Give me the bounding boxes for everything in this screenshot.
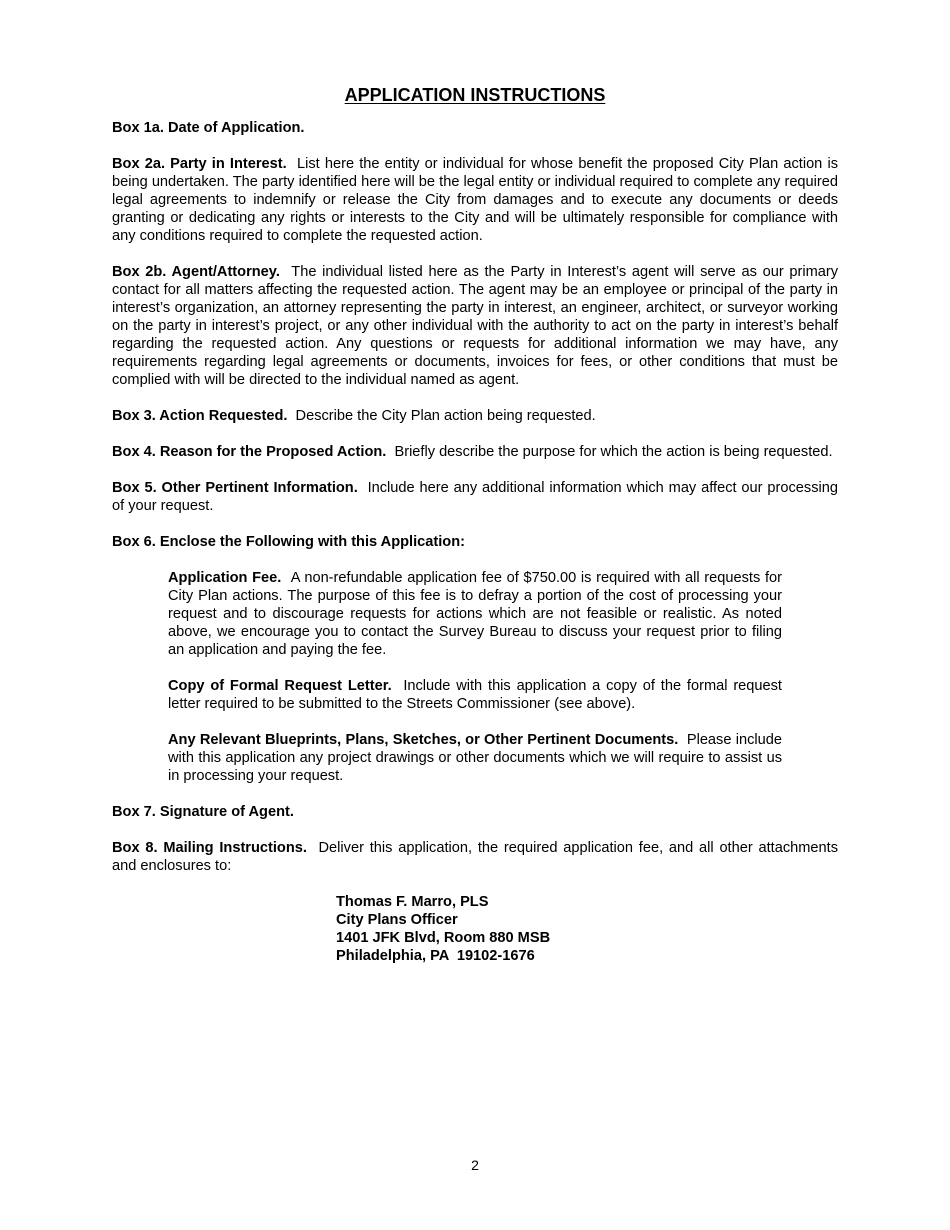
enclosure-item-heading: Application Fee. [168,570,282,586]
box-2a-text: List here the entity or individual for whose benefit the proposed City Plan action is being undertaken. The party identified here will be the legal entity or individual required to complete any required legal agreements to indemnify or release the City from damages and to execute any documents or deeds granting or dedicating any rights or interests to the City and will be ultimately responsible for compliance with any conditions required to complete the requested action. [112,156,838,244]
box-3-section [112,407,838,425]
box-1a-heading: Box 1a. Date of Application. [112,120,305,136]
box-2a-section [112,155,838,245]
box-2b-heading: Box 2b. Agent/Attorney. [112,264,280,280]
page-title: APPLICATION INSTRUCTIONS [344,85,606,105]
box-7-section [112,803,838,821]
enclosure-item-heading: Copy of Formal Request Letter. [168,678,392,694]
box-5-section [112,479,838,515]
box-4-section [112,443,838,461]
box-4-text: Briefly describe the purpose for which the action is being requested. [394,444,833,460]
enclosure-item [168,731,782,785]
box-8-heading: Box 8. Mailing Instructions. [112,840,307,856]
address-name: Thomas F. Marro, PLS [336,894,489,910]
address-title: City Plans Officer [336,912,458,928]
mailing-address [336,893,838,965]
box-8-text: Deliver this application, the required application fee, and all other attachments and enclosures to: [112,840,838,874]
box-3-text: Describe the City Plan action being requested. [295,408,596,424]
document-page [112,84,838,965]
box-6-section [112,533,838,551]
enclosure-item [168,677,782,713]
box-6-heading: Box 6. Enclose the Following with this Application: [112,534,465,550]
box-4-heading: Box 4. Reason for the Proposed Action. [112,444,387,460]
box-5-text: Include here any additional information which may affect our processing of your request. [112,480,838,514]
box-8-section [112,839,838,875]
box-2a-heading: Box 2a. Party in Interest. [112,156,287,172]
box-5-heading: Box 5. Other Pertinent Information. [112,480,358,496]
enclosure-item [168,569,782,659]
address-street: 1401 JFK Blvd, Room 880 MSB [336,930,551,946]
box-2b-section [112,263,838,389]
enclosure-item-text: A non-refundable application fee of $750.00 is required with all requests for City Plan actions. The purpose of this fee is to defray a portion of the cost of processing your request and to discourage requests for actions which are not feasible or realistic. As noted above, we encourage you to contact the Survey Bureau to discuss your request prior to filing an application and paying the fee. [168,570,782,658]
box-1a-section [112,119,838,137]
enclosure-item-text: Include with this application a copy of the formal request letter required to be submitted to the Streets Commissioner (see above). [168,678,782,712]
enclosure-item-heading: Any Relevant Blueprints, Plans, Sketches, or Other Pertinent Documents. [168,732,679,748]
page-number: 2 [471,1157,479,1173]
address-city: Philadelphia, PA 19102-1676 [336,948,535,964]
box-2b-text: The individual listed here as the Party in Interest’s agent will serve as our primary contact for all matters affecting the requested action. The agent may be an employee or principal of the party in interest’s organization, an attorney representing the party in interest, an engineer, architect, or surveyor working on the party in interest’s project, or any other individual with the authority to act on the party in interest’s behalf regarding the requested action. Any questions or requests for additional information we may have, any requirements regarding legal agreements or documents, invoices for fees, or other conditions that must be complied with will be directed to the individual named as agent. [112,264,839,388]
box-3-heading: Box 3. Action Requested. [112,408,288,424]
box-7-heading: Box 7. Signature of Agent. [112,804,294,820]
enclosure-item-text: Please include with this application any project drawings or other documents which we will require to assist us in processing your request. [168,732,782,784]
